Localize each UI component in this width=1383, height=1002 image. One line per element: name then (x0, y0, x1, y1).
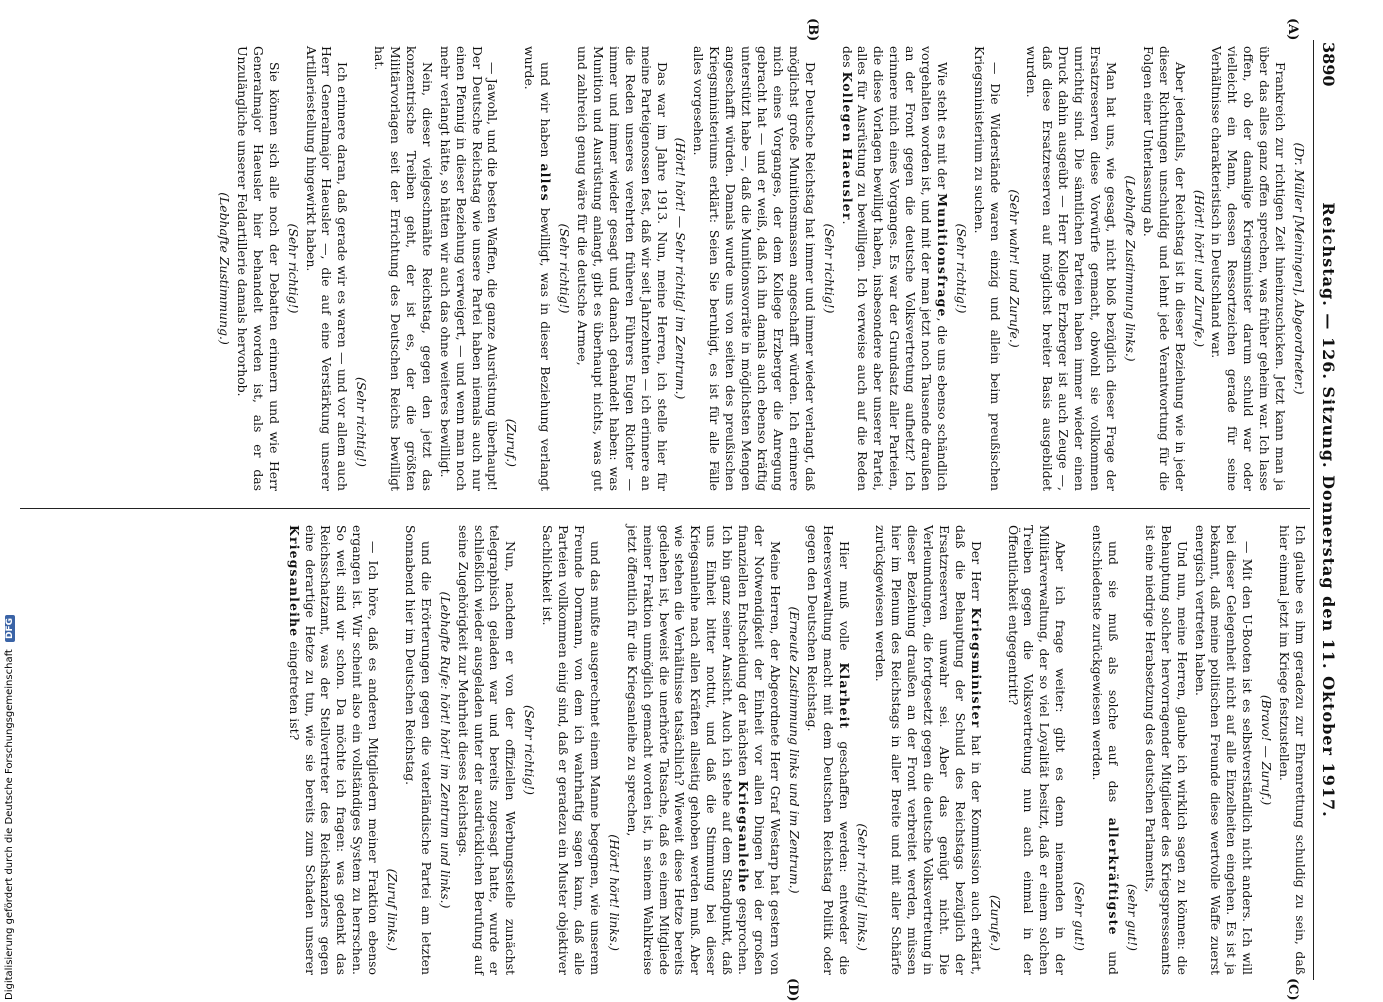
paragraph: — Mit den U-Booten ist es selbstverständlich nicht anders. Ich will bei dieser Gelegenheit nicht auf alle Einzelheiten eingehen. Es ist ja bekannt, daß meine politischen Freunde diese wertvolle Waffe zuerst energisch vertreten haben. (1192, 525, 1256, 975)
paragraph (1089, 525, 1121, 975)
margin-marker-d: (D) (785, 978, 800, 1002)
interjection: (Sehr gut!) (1072, 881, 1088, 951)
interjection: (Zuruf links.) (385, 868, 401, 951)
text-run: Meine Herren, der Abgeordnete Herr Graf Westarp hat gestern von der Notwendigkeit der Einheit vor allen Dingen bei der großen finanziellen Entscheidung der nächsten (736, 525, 783, 975)
paragraph (521, 46, 553, 491)
paragraph: Und nun, meine Herren, glaube ich wirklich sagen zu können: die Behauptung solcher hervorragender Mitglieder des Kriegspresseamts ist eine niedrige Herabsetzung des deutschen Parlaments, (1142, 525, 1190, 975)
right-column (284, 525, 1308, 975)
running-title: Reichstag. — 126. Sitzung. Donnerstag den 11. Oktober 1917. (1319, 202, 1338, 818)
margin-marker-c: (C) (1285, 978, 1300, 1001)
emphasis: Kriegsanleihe (736, 780, 752, 894)
interjection: (Lebhafte Zustimmung links.) (1122, 175, 1138, 362)
page-header (1313, 40, 1340, 980)
emphasis: alles (538, 163, 554, 202)
paragraph: Ich erinnere daran, daß gerade wir es waren — und vor allem auch Herr Generalmajor Haeusler —, die auf eine Verstärkung unserer Artilleriestellung hingewirkt haben. (303, 46, 351, 491)
text-run: Der Herr (968, 541, 984, 608)
digitization-credit (4, 615, 15, 1000)
interjection: (Lebhafte Zustimmung.) (217, 192, 232, 345)
paragraph: und die Erörterungen gegen die vaterländische Partei am letzten Sonnabend hier im Deutschen Reichstag. (402, 525, 434, 975)
interjection: (Zuruf.) (504, 418, 520, 467)
page-number: 3890 (1319, 42, 1338, 87)
paragraph (624, 525, 783, 975)
paragraph: — Die Widerstände waren einzig und allein beim preußischen Kriegsministerium zu suchen. (971, 46, 1003, 491)
interjection: (Bravo! — Zuruf.) (1259, 694, 1275, 806)
text-run: . (839, 220, 855, 225)
dfg-logo: DFG (5, 615, 15, 642)
paragraph: Nun, nachdem er von der offiziellen Werbungsstelle zunächst telegraphisch geladen war und bereits zugesagt hatte, wurde er schließlich wieder ausgeladen unter der ausdrücklichen Berufung auf seine Zugehörigkeit zur Mehrheit dieses Reichstags. (455, 525, 519, 975)
interjection: (Lebhafte Rufe: hört! hört! im Zentrum und links.) (437, 591, 453, 909)
column-divider (20, 508, 1310, 509)
interjection: (Hört! hört! — Sehr richtig! im Zentrum.) (673, 137, 689, 400)
interjection: (Sehr richtig!) (354, 377, 370, 467)
text-run: und sie muß als solche auf das (1106, 541, 1122, 818)
interjection: (Sehr richtig! links.) (855, 823, 871, 951)
paragraph: und das mußte ausgerechnet einem Manne begegnen, wie unserem Freunde Dormann, von dem ich wahrhaftig sagen kann, daß alle Parteien vollkommen einig sind, daß er geradezu ein Muster objektiver Sachlichkeit ist. (540, 525, 603, 975)
text-run: Wie steht es mit der (934, 62, 950, 194)
paragraph: Ich glaube es ihm geradezu zur Ehrenrettung schuldig zu sein, daß hier einmal jetzt im Kriege festzustellen. (1277, 525, 1308, 975)
text-run: , die uns ebenso schändlich vorgehalten worden ist, und mit der man jetzt noch Tausende draußen an der Front gegen die deutsche Volksvertretung aufhetzt? Ich erinnere mich eines Vorganges. Es war der Grundsatz aller Parteien, die diese Vorlagen bewilligt haben, insbesondere aber unserer Partei, alles für Ausrüstung zu bewilligen. Ich verweise auch auf die Reden des (839, 46, 950, 491)
paragraph: Der Deutsche Reichstag hat immer und immer wieder verlangt, daß möglichst große Munitionsmassen angeschafft würden. Ich erinnere mich eines Vorganges, der dem Kollege Erzberger die Anregung gebracht hat — und er weiß, daß ich ihn damals auch ebenso kräftig unterstützt habe —, daß die Munitionsvorräte in möglichsten Mengen angeschafft würden. Damals wurde uns von seiten des preußischen Kriegsministeriums erklärt: Seien Sie beruhigt, es ist für alle Fälle alles vorgesehen. (691, 46, 818, 491)
left-column (213, 46, 1308, 491)
paragraph: Sie können sich alle noch der Debatten erinnern und wie Herr Generalmajor Haeusler hier behandelt worden ist, als er das Unzulängliche unserer Feldartillerie damals hervorhob. (234, 46, 282, 491)
rotated-page (10, 18, 1340, 1002)
emphasis: Klarheit (836, 662, 852, 730)
emphasis: Munitionsfrage (934, 193, 950, 318)
interjection: (Sehr richtig!) (285, 223, 301, 314)
emphasis: allerkräftigste (1106, 817, 1122, 936)
text-run: geschaffen werden: entweder die Heeresverwaltung macht mit dem Deutschen Reichstag Politik oder gegen den Deutschen Reichstag. (804, 525, 852, 975)
paragraph: Das war im Jahre 1913. Nun, meine Herren, ich stelle hier für meine Parteigenossen fest, daß wir seit Jahrzehnten — ich erinnere an die Reden unseres verehrten früheren Führers Eugen Richter — immer und immer wieder gesagt und danach gehandelt haben: was Munition und Ausrüstung anlangt, gibt es überhaupt nichts, was gut und zahlreich genug wäre für die deutsche Armee, (575, 46, 670, 491)
margin-marker-b: (B) (805, 18, 820, 42)
paragraph (872, 525, 983, 975)
text-run: eingetreten ist? (286, 637, 302, 741)
text-run: Hier muß volle (836, 541, 852, 663)
interjection: (Sehr richtig!) (953, 223, 969, 314)
emphasis: Kollegen Haeusler (839, 71, 855, 221)
paragraph (839, 46, 950, 491)
text-run: hat in der Kommission auch erklärt, daß die Behauptung der Schuld des Reichstags bezüglich der Ersatzreserven unwahr sei. Aber das genügt nicht. Die Verleumdungen, die fortgesetzt gegen die deutsche Volksvertretung in dieser Beziehung draußen an der Front verbreitet werden, müssen hier im Plenum des Reichstags in aller Breite und mit aller Schärfe zurückgewiesen werden. (873, 525, 984, 975)
interjection: (Zurufe.) (987, 894, 1003, 951)
text-run: und entschiedenste zurückgewiesen werden. (1090, 525, 1122, 975)
speaker-line: (Dr. Müller [Meiningen], Abgeordneter.) (1292, 142, 1307, 395)
paragraph (804, 525, 852, 975)
text-run: und wir haben (538, 62, 554, 164)
interjection: (Sehr richtig!) (522, 705, 538, 795)
interjection: (Sehr richtig!) (557, 223, 573, 314)
paragraph (286, 525, 381, 975)
interjection: (Hört! hört! und Zurufe.) (1191, 189, 1207, 348)
credit-text: Digitalisierung gefördert durch die Deutsche Forschungsgemeinschaft (4, 649, 15, 1000)
interjection: (Sehr richtig!) (821, 223, 837, 314)
margin-marker-a: (A) (1285, 18, 1300, 41)
text-run: bewilligt, was in dieser Beziehung verlangt wurde. (522, 46, 554, 491)
interjection: (sehr gut!) (1124, 883, 1140, 951)
paragraph: Aber ich frage weiter: gibt es denn niemanden in der Militärverwaltung, der so viel Loyalität besitzt, daß er einem solchen Treiben gegen die Volksvertretung nun auch einmal in der Öffentlichkeit entgegentritt? (1005, 525, 1069, 975)
paragraph: Frankreich zur richtigen Zeit hineinzuschicken. Jetzt kann man ja über das alles ganz offen sprechen, was früher geheim war. Ich lasse offen, ob der damalige Kriegsminister darum schuld war oder vielleicht ein Mann, dessen Ressortzeichen gerade für seine Verhältnisse charakteristisch in Deutschland war. (1209, 46, 1289, 491)
text-run: — Ich höre, daß es anderen Mitgliedern meiner Fraktion ebenso ergangen ist. Wir scheint also ein vollständiges System zu herrschen. So weit sind wir schon. Da möchte ich fragen: was gedenkt das Reichsschatzamt, was der Stellvertreter des Reichskanzlers gegen eine derartige Hetze zu tun, wie sie bereits zum Schaden unserer (302, 525, 382, 975)
interjection: (Hört! hört! links.) (606, 834, 622, 951)
emphasis: Kriegsminister (968, 607, 984, 729)
text-run: gesprochen. Ich bin ganz seiner Ansicht. Auch ich stehe auf dem Standpunkt, daß uns Einheit bitter nottut, und daß die Stimmung bei dieser Kriegsanleihe nach allen Kräften allseitig gehoben werden muß. Aber wie stehen die Verhältnisse tatsächlich? Wieweit diese Hetze bereits gediehen ist, beweist die unerhörte Tatsache, daß es einem Mitgliede meiner Fraktion unmöglich gemacht worden ist, in seinem Wahlkreise jetzt öffentlich für die Kriegsanleihe zu sprechen, (624, 525, 752, 975)
paragraph: — Jawohl, und die besten Waffen, die ganze Ausrüstung überhaupt! Der Deutsche Reichstag wie unsere Partei haben niemals auch nur einen Pfennig in dieser Beziehung verweigert, — und wenn man noch mehr verlangt hätte, so hätten wir auch das ohne weiteres bewilligt. (437, 46, 501, 491)
paragraph: Man hat uns, wie gesagt, nicht bloß bezüglich dieser Frage der Ersatzreserven diese Vorwürfe gemacht, obwohl sie vollkommen unrichtig sind. Die sämtlichen Parteien haben immer wieder einen Druck dahin ausgeübt — Herr Kollege Erzberger ist auch Zeuge —, daß diese Ersatzreserven auf möglichst breiter Basis ausgebildet wurden. (1024, 46, 1120, 491)
paragraph: Aber jedenfalls, der Reichstag ist in dieser Beziehung wie in jeder dieser Richtungen unschuldig und lehnt jede Verantwortung für die Folgen einer Unterlassung ab. (1140, 46, 1188, 491)
paragraph: Nein, dieser vielgeschmähte Reichstag, gegen den jetzt das konzentrische Treiben geht, der ist es, der die größten Militärvorlagen seit der Errichtung des Deutschen Reichs bewilligt hat. (372, 46, 435, 491)
interjection: (Sehr wahr! und Zurufe.) (1006, 189, 1022, 348)
emphasis: Kriegsanleihe (286, 525, 302, 638)
interjection: (Erneute Zustimmung links und im Zentrum.) (786, 606, 802, 894)
